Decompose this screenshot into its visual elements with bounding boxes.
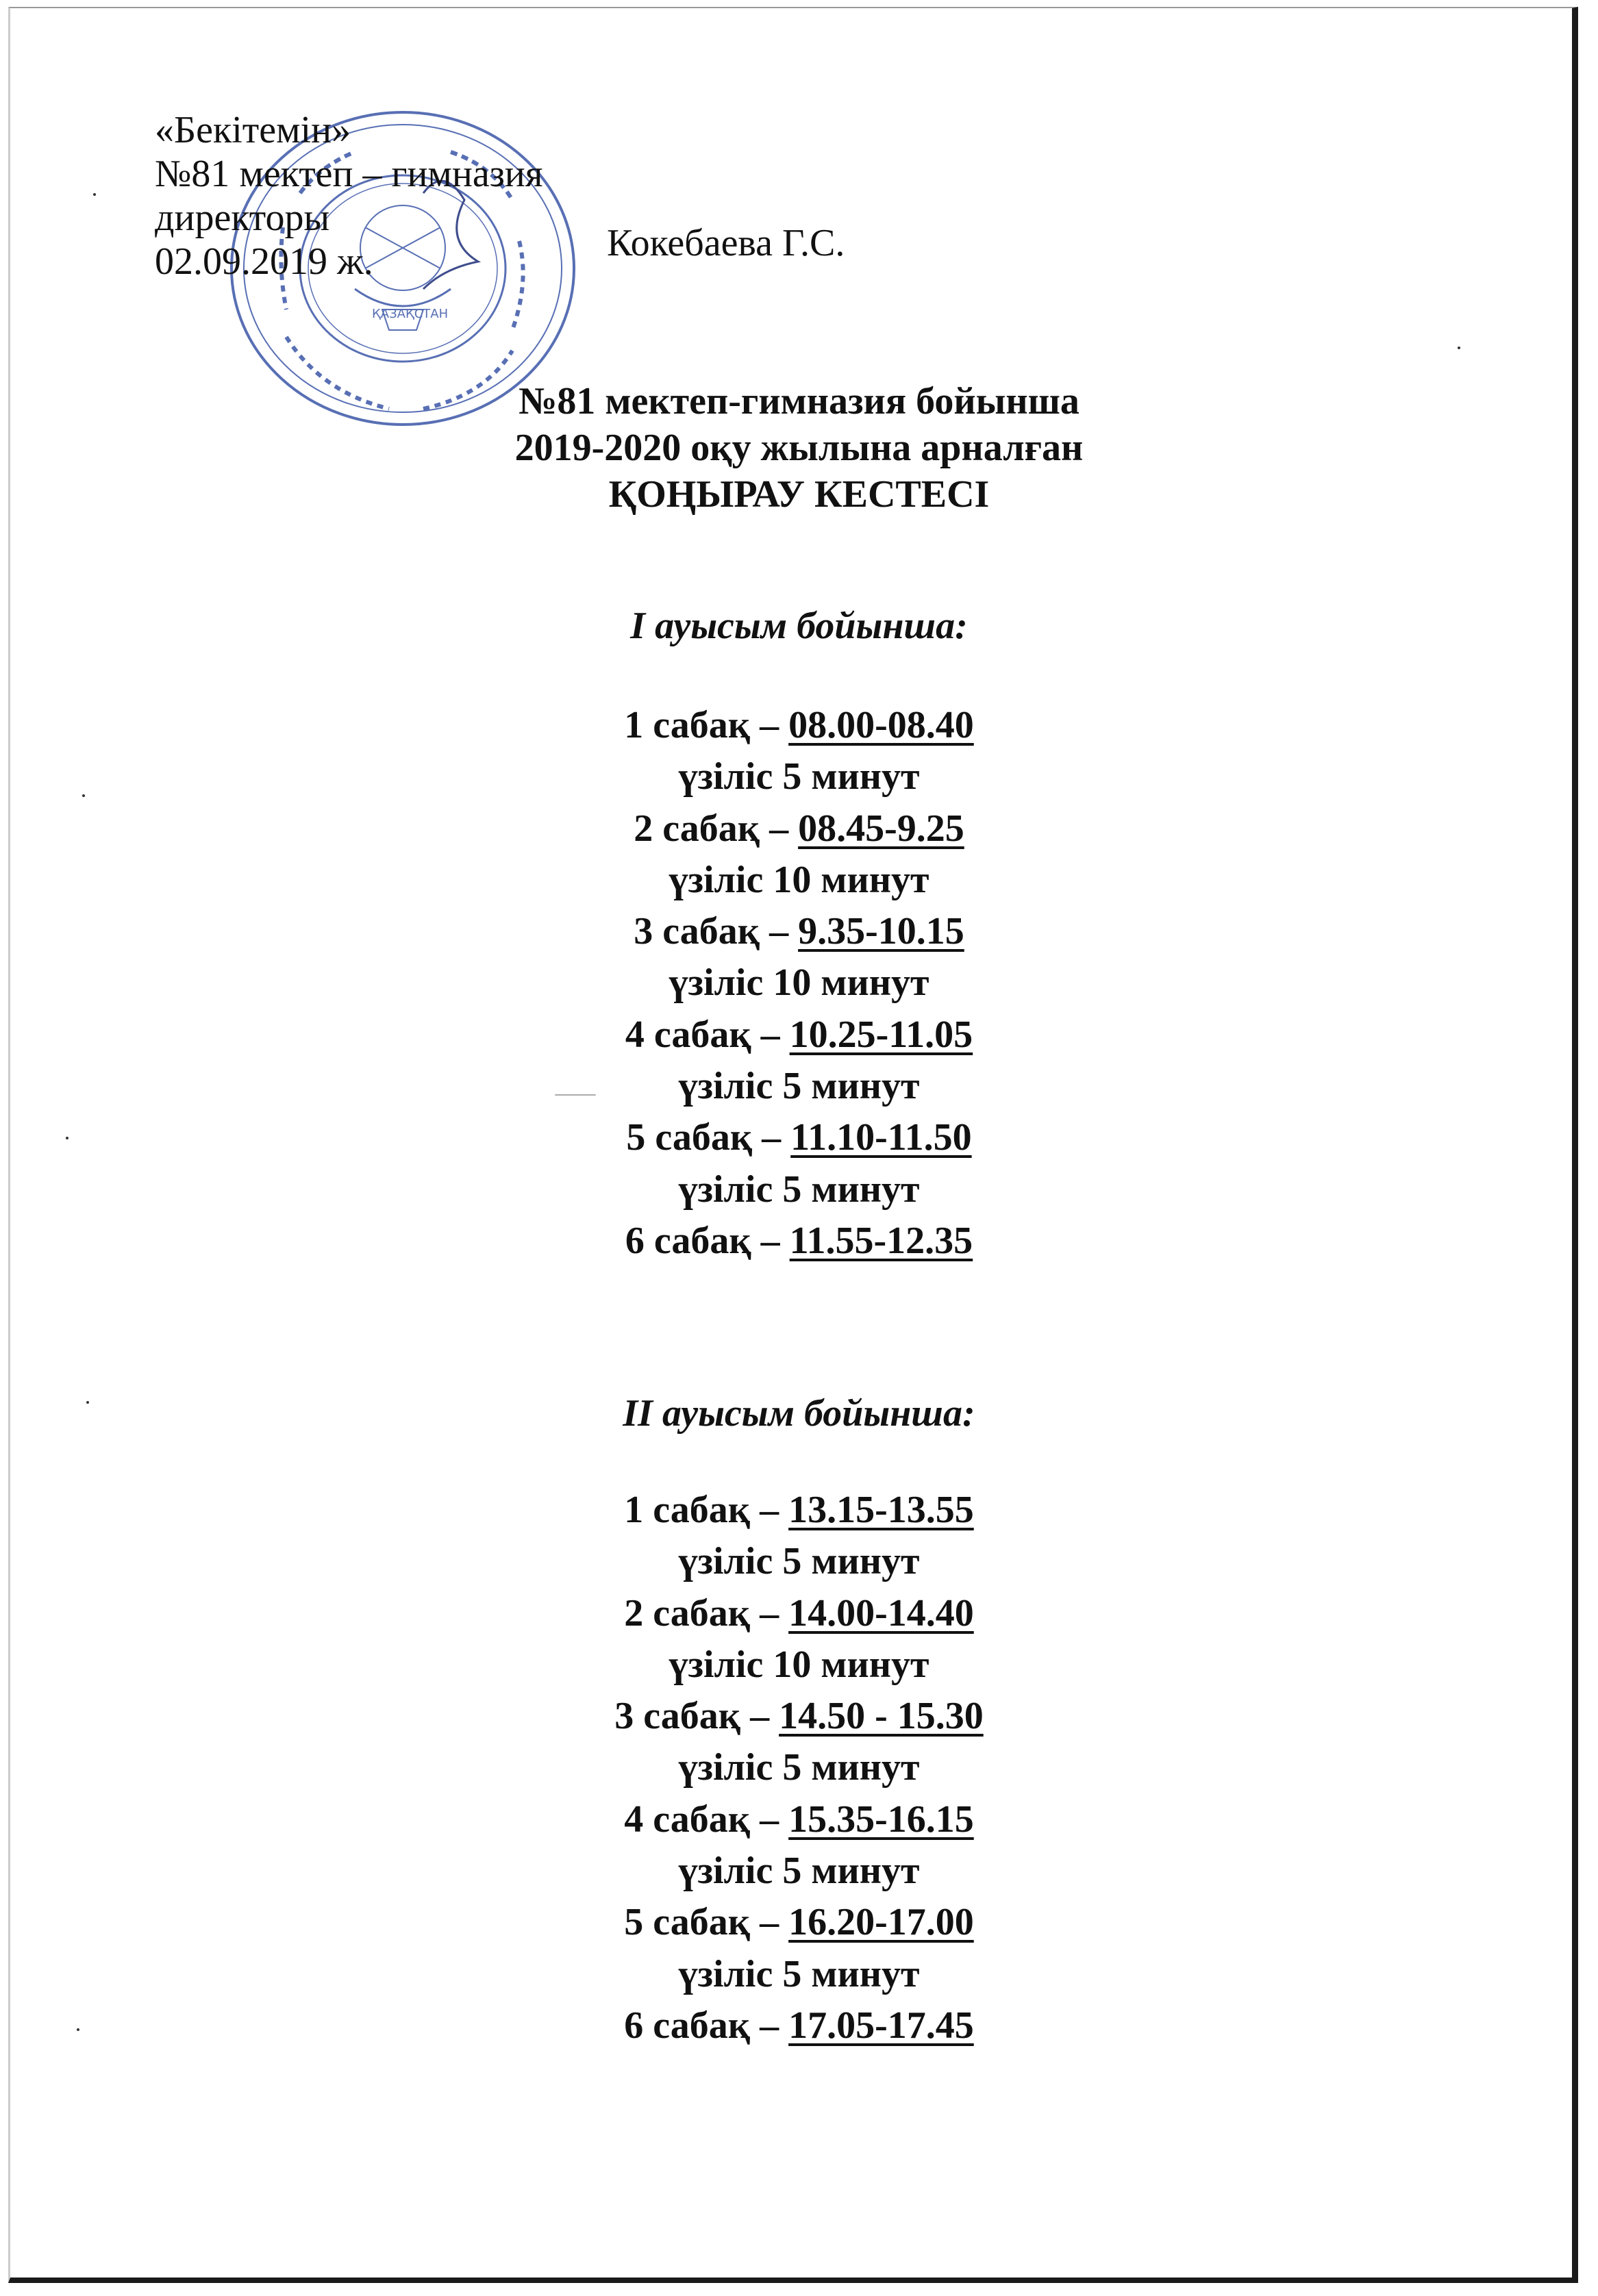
scan-speck <box>1458 346 1460 349</box>
schedule-row: үзіліс 5 минут <box>678 1540 920 1583</box>
scan-speck <box>86 1401 89 1404</box>
schedule-row: 5 сабақ – 16.20-17.00 <box>624 1901 974 1944</box>
schedule-row: 6 сабақ – 11.55-12.35 <box>625 1219 973 1262</box>
schedule-row: 4 сабақ – 15.35-16.15 <box>624 1797 974 1841</box>
approval-block <box>155 108 1045 283</box>
stamp-inner-text: ҚАЗАҚСТАН <box>372 307 449 321</box>
schedule-row: 3 сабақ – 9.35-10.15 <box>634 910 964 953</box>
schedule-row: 5 сабақ – 11.10-11.50 <box>626 1116 972 1159</box>
scan-speck <box>82 794 85 797</box>
approval-label: «Бекітемін» <box>155 109 351 151</box>
schedule-row: 4 сабақ – 10.25-11.05 <box>625 1013 973 1056</box>
schedule-row: 1 сабақ – 08.00-08.40 <box>624 704 974 746</box>
schedule-row: үзіліс 5 минут <box>678 1746 920 1789</box>
shift-2-heading: ІІ ауысым бойынша: <box>623 1392 975 1435</box>
schedule-row: үзіліс 10 минут <box>669 1643 929 1686</box>
schedule-row: 2 сабақ – 08.45-9.25 <box>634 807 964 850</box>
shift-1-schedule <box>0 700 1598 1267</box>
schedule-row: үзіліс 5 минут <box>678 1952 920 1995</box>
schedule-row: 1 сабақ – 13.15-13.55 <box>624 1489 974 1531</box>
schedule-row: үзіліс 5 минут <box>678 1850 920 1893</box>
schedule-row: үзіліс 5 минут <box>678 755 920 798</box>
schedule-row: 6 сабақ – 17.05-17.45 <box>624 2004 974 2047</box>
schedule-row: үзіліс 5 минут <box>678 1065 920 1108</box>
title-line-2: 2019-2020 оқу жылына арналған <box>514 427 1084 469</box>
schedule-row: 3 сабақ – 14.50 - 15.30 <box>614 1695 984 1738</box>
schedule-row: үзіліс 10 минут <box>669 961 929 1005</box>
schedule-row: үзіліс 5 минут <box>678 1168 920 1211</box>
approval-date: 02.09.2019 ж. <box>155 240 373 283</box>
schedule-row: 2 сабақ – 14.00-14.40 <box>624 1591 974 1635</box>
title-line-1: №81 мектеп-гимназия бойынша <box>519 380 1079 422</box>
scan-speck <box>66 1137 68 1139</box>
director-name: Кокебаева Г.С. <box>607 222 845 264</box>
scan-speck <box>555 1094 596 1096</box>
title-line-3: ҚОҢЫРАУ КЕСТЕСІ <box>608 473 990 516</box>
scan-speck <box>93 193 96 196</box>
scan-speck <box>77 2028 79 2031</box>
director-title: директоры <box>155 197 330 239</box>
schedule-row: үзіліс 10 минут <box>669 858 929 901</box>
school-name: №81 мектеп – гимназия <box>155 153 543 195</box>
document-title <box>0 378 1598 518</box>
shift-1-heading: І ауысым бойынша: <box>630 605 968 647</box>
shift-2-schedule <box>0 1485 1598 2052</box>
